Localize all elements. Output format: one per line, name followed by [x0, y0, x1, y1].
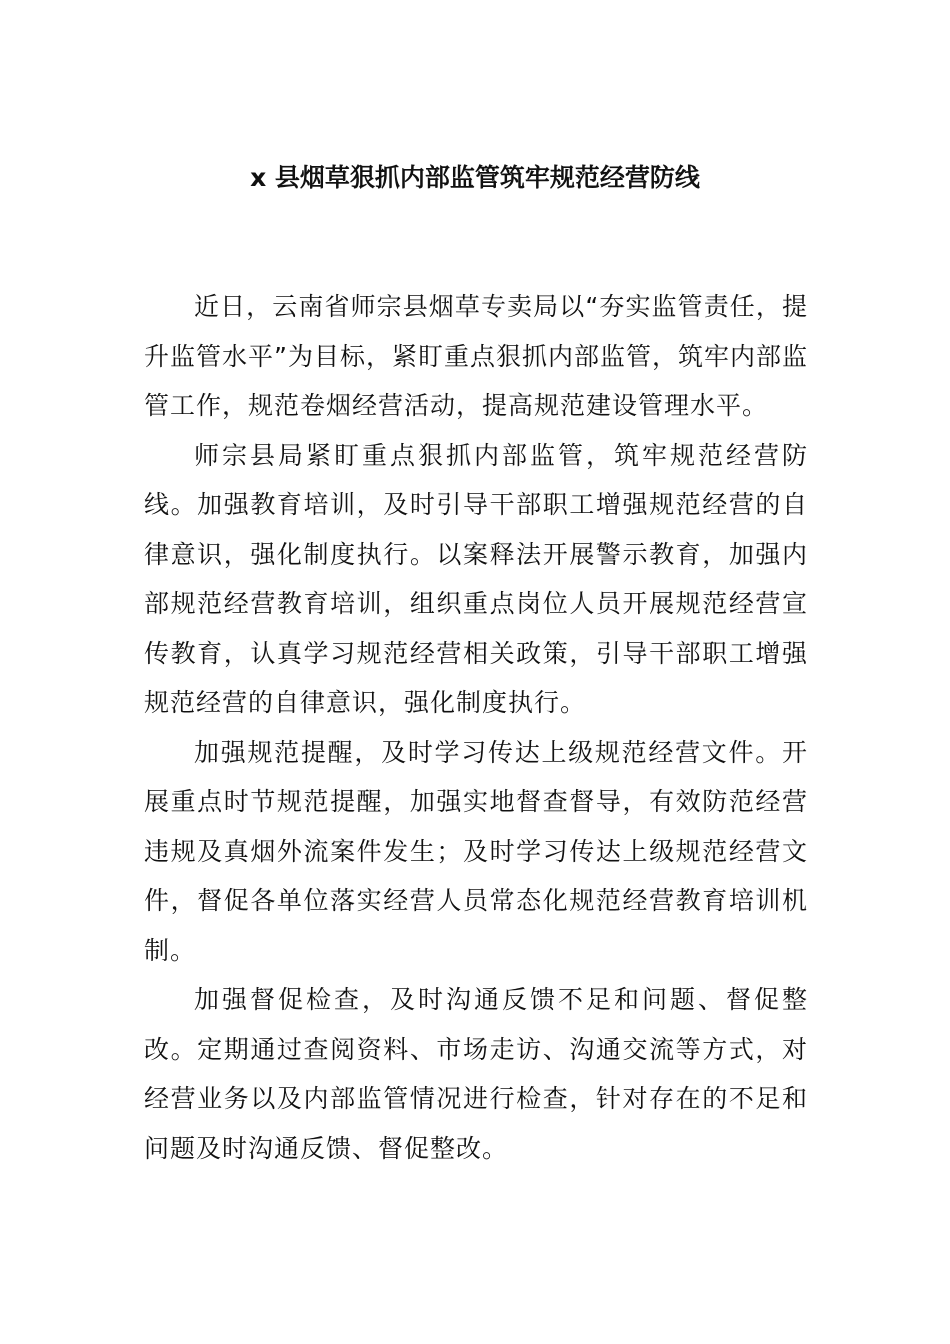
document-title: x 县烟草狠抓内部监管筑牢规范经营防线 [250, 163, 700, 192]
paragraph-compliance-reminder: 加强规范提醒，及时学习传达上级规范经营文件。开展重点时节规范提醒，加强实地督查督导，有效防范经营违规及真烟外流案件发生；及时学习传达上级规范经营文件，督促各单位落实经营人员常态化规范经营教育培训机制。 [144, 737, 808, 965]
document-body [144, 282, 808, 1173]
paragraph-education-training: 师宗县局紧盯重点狠抓内部监管，筑牢规范经营防线。加强教育培训，及时引导干部职工增强规范经营的自律意识，强化制度执行。以案释法开展警示教育，加强内部规范经营教育培训，组织重点岗位人员开展规范经营宣传教育，认真学习规范经营相关政策，引导干部职工增强规范经营的自律意识，强化制度执行。 [144, 440, 808, 717]
paragraph-intro: 近日，云南省师宗县烟草专卖局以“夯实监管责任，提升监管水平”为目标，紧盯重点狠抓内部监管，筑牢内部监管工作，规范卷烟经营活动，提高规范建设管理水平。 [144, 292, 808, 420]
paragraph-inspection: 加强督促检查，及时沟通反馈不足和问题、督促整改。定期通过查阅资料、市场走访、沟通交流等方式，对经营业务以及内部监管情况进行检查，针对存在的不足和问题及时沟通反馈、督促整改。 [144, 985, 808, 1163]
